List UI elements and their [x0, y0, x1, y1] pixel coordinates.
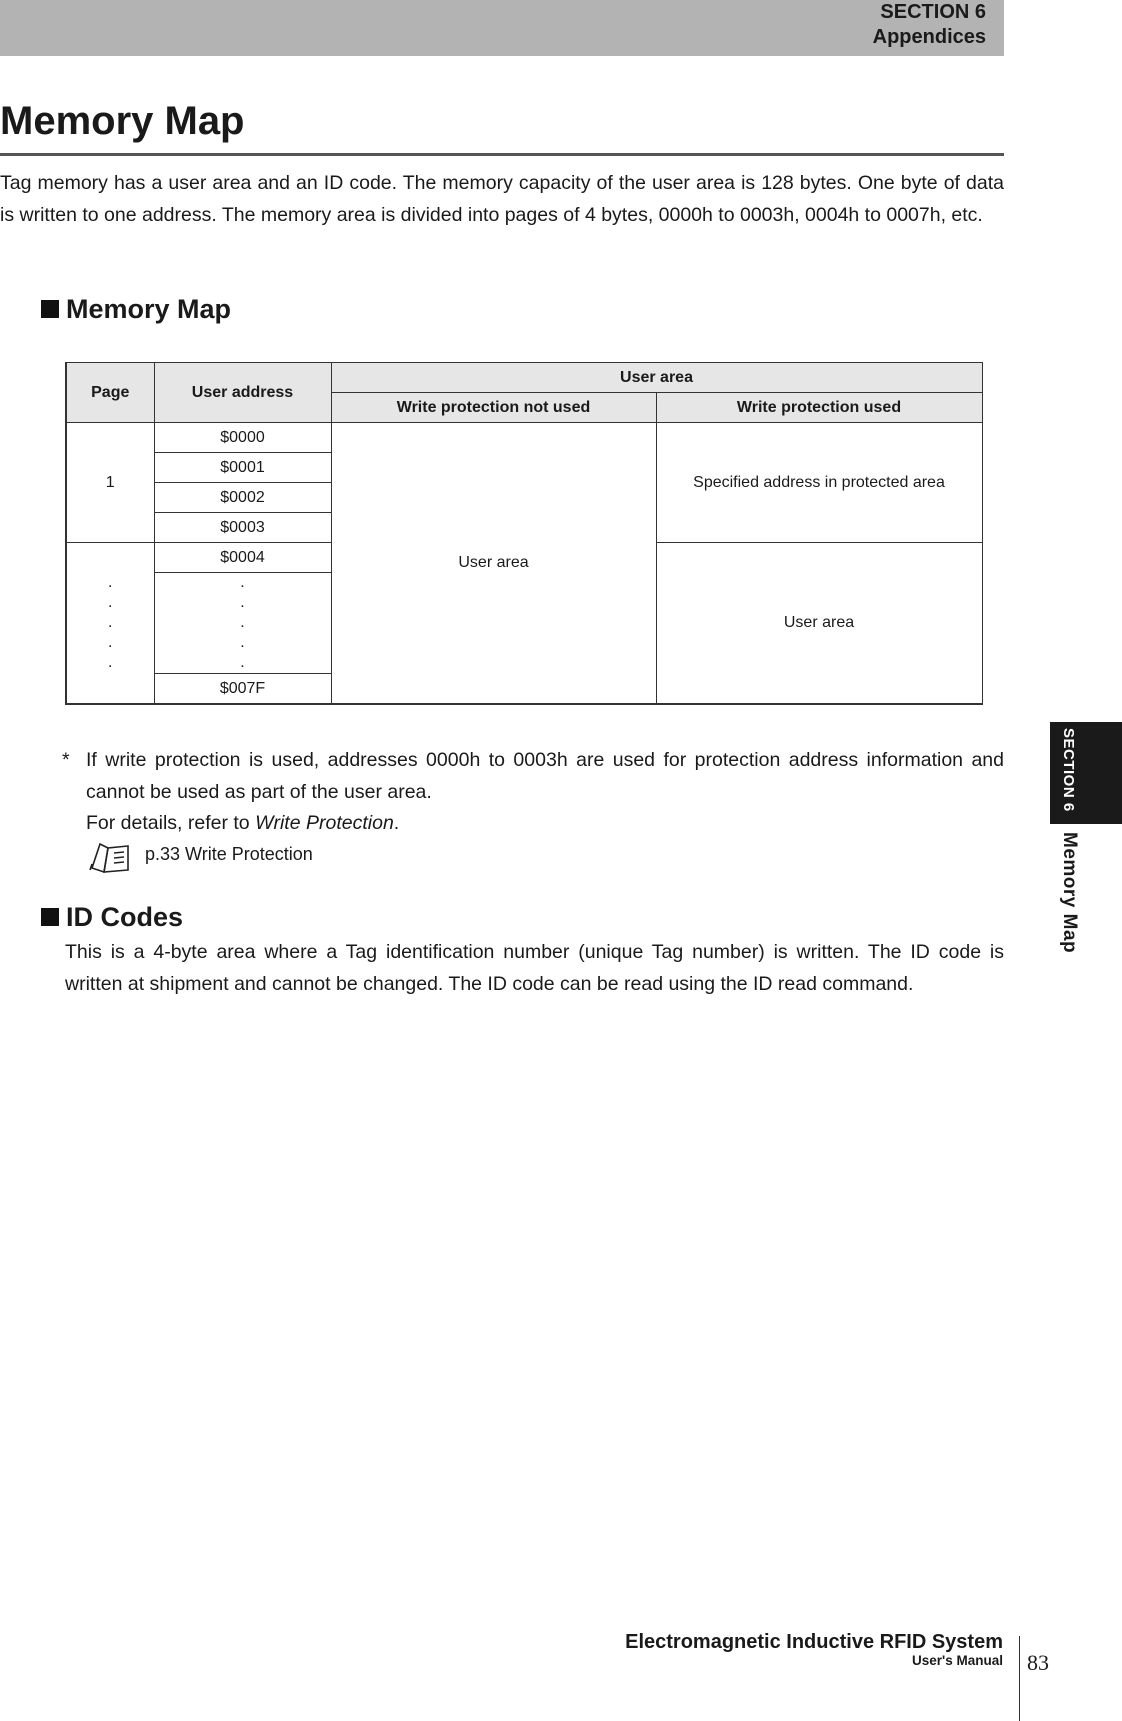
intro-paragraph: Tag memory has a user area and an ID code. The memory capacity of the user area is 128 bytes. One byte of data is written to one address. The memory area is divided into pages of 4 bytes, 0000h to 0003h, 0004h to 0007h, etc.	[0, 172, 1004, 226]
address-cell: $0001	[154, 453, 331, 483]
footer-subtitle: User's Manual	[912, 1653, 1003, 1668]
id-codes-heading-text: ID Codes	[66, 902, 184, 932]
footer-title: Electromagnetic Inductive RFID System	[625, 1631, 1003, 1653]
page-title: Memory Map	[0, 99, 245, 143]
id-codes-heading	[41, 901, 183, 933]
col-page-header: Page	[66, 363, 154, 423]
address-continuation-dots: . . . . .	[154, 573, 331, 674]
header-chapter: Appendices	[872, 26, 986, 48]
address-cell: $0003	[154, 513, 331, 543]
footnote-row	[62, 745, 1004, 808]
footnote-marker: *	[62, 749, 70, 771]
side-tab-label: Memory Map	[1059, 832, 1080, 954]
page-continuation-dots: . . . . .	[66, 543, 154, 705]
page-1-cell: 1	[66, 423, 154, 543]
used-user-area-cell: User area	[656, 543, 982, 705]
side-tab-section: SECTION 6	[1060, 728, 1077, 812]
header-section: SECTION 6	[880, 1, 986, 23]
square-bullet-icon	[41, 908, 59, 926]
table-row	[66, 423, 982, 453]
col-user-area-header: User area	[331, 363, 982, 393]
memory-map-heading	[41, 293, 231, 325]
footnote	[62, 745, 1004, 840]
book-reference-icon	[88, 840, 134, 874]
address-cell: $0000	[154, 423, 331, 453]
header-section-label	[873, 0, 986, 50]
details-suffix: .	[393, 812, 400, 834]
square-bullet-icon	[41, 300, 59, 318]
footer-divider	[1019, 1636, 1020, 1721]
reference-text: p.33 Write Protection	[145, 844, 313, 864]
memory-map-heading-text: Memory Map	[66, 294, 232, 324]
col-not-used-header: Write protection not used	[331, 393, 656, 423]
details-link[interactable]: Write Protection	[255, 812, 394, 834]
protected-area-cell: Specified address in protected area	[656, 423, 982, 543]
id-codes-paragraph: This is a 4-byte area where a Tag identification number (unique Tag number) is written. The ID code is written at shipment and cannot be changed. The ID code can be read using the ID read command.	[65, 941, 1004, 995]
footnote-text: If write protection is used, addresses 0000h to 0003h are used for protection address information and cannot be used as part of the user area.	[86, 749, 1004, 803]
title-divider	[0, 153, 1004, 156]
address-cell: $0004	[154, 543, 331, 573]
not-used-user-area-cell: User area	[331, 423, 656, 705]
address-cell: $0002	[154, 483, 331, 513]
memory-map-table	[65, 362, 983, 705]
details-prefix: For details, refer to	[86, 812, 256, 834]
table-header-row	[66, 363, 982, 393]
col-address-header: User address	[154, 363, 331, 423]
address-cell: $007F	[154, 674, 331, 705]
col-used-header: Write protection used	[656, 393, 982, 423]
page-number: 83	[1027, 1650, 1049, 1675]
header-band	[0, 0, 1004, 56]
details-line	[86, 808, 1004, 840]
